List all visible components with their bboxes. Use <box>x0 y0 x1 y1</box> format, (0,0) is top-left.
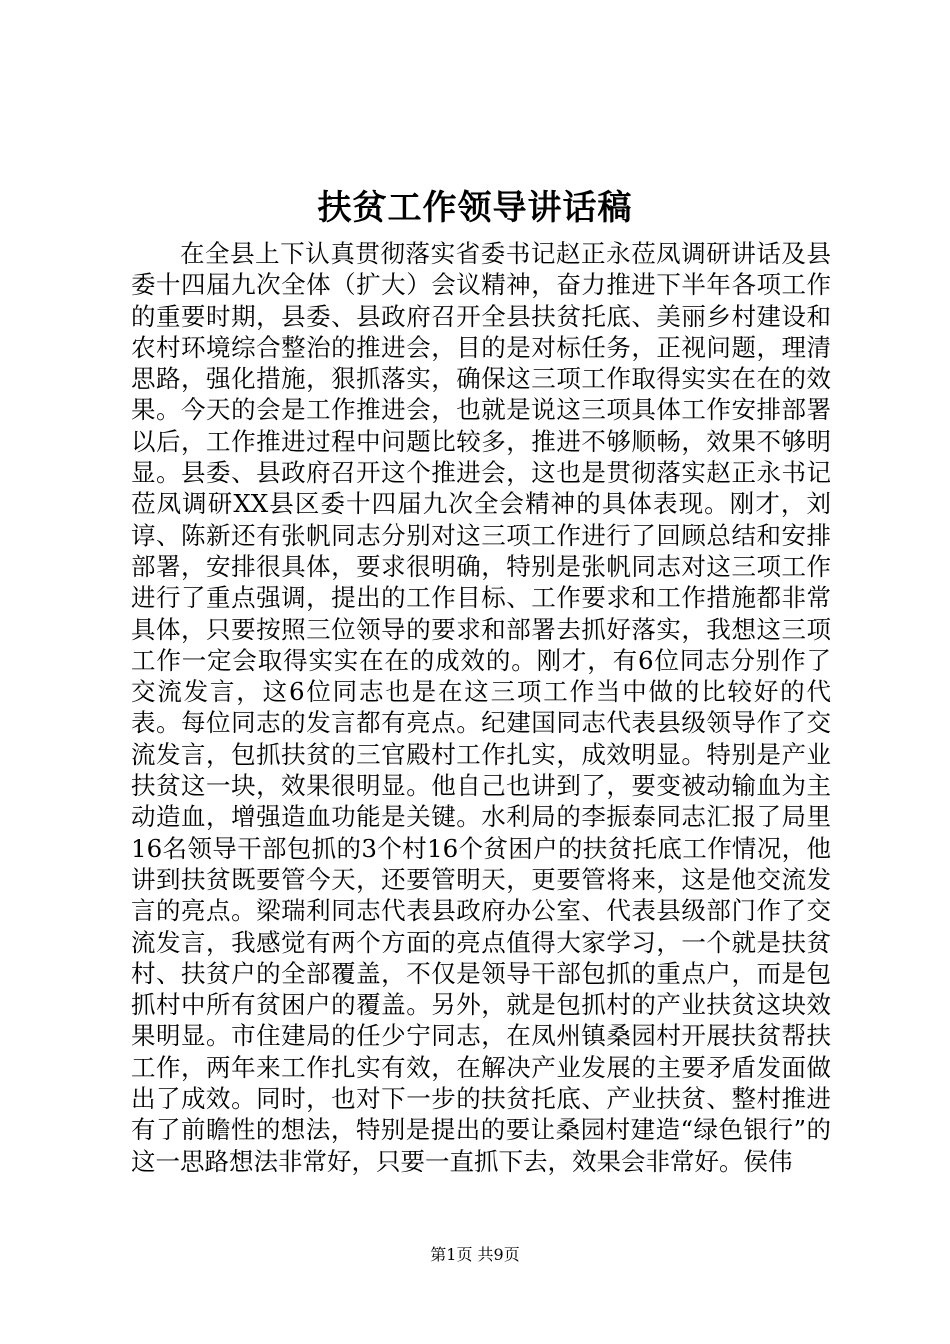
document-body-paragraph: 在全县上下认真贯彻落实省委书记赵正永莅凤调研讲话及县委十四届九次全体（扩大）会议精神，奋力推进下半年各项工作的重要时期，县委、县政府召开全县扶贫托底、美丽乡村建设和农村环境综合整治的推进会，目的是对标任务，正视问题，理清思路，强化措施，狠抓落实，确保这三项工作取得实实在在的效果。今天的会是工作推进会，也就是说这三项具体工作安排部署以后，工作推进过程中问题比较多，推进不够顺畅，效果不够明显。县委、县政府召开这个推进会，这也是贯彻落实赵正永书记莅凤调研XX县区委十四届九次全会精神的具体表现。刚才，刘谆、陈新还有张帆同志分别对这三项工作进行了回顾总结和安排部署，安排很具体，要求很明确，特别是张帆同志对这三项工作进行了重点强调，提出的工作目标、工作要求和工作措施都非常具体，只要按照三位领导的要求和部署去抓好落实，我想这三项工作一定会取得实实在在的成效的。刚才，有6位同志分别作了交流发言，这6位同志也是在这三项工作当中做的比较好的代表。每位同志的发言都有亮点。纪建国同志代表县级领导作了交流发言，包抓扶贫的三官殿村工作扎实，成效明显。特别是产业扶贫这一块，效果很明显。他自己也讲到了，要变被动输血为主动造血，增强造血功能是关键。水利局的李振泰同志汇报了局里16名领导干部包抓的3个村16个贫困户的扶贫托底工作情况，他讲到扶贫既要管今天，还要管明天，更要管将来，这是他交流发言的亮点。梁瑞利同志代表县政府办公室、代表县级部门作了交流发言，我感觉有两个方面的亮点值得大家学习，一个就是扶贫村、扶贫户的全部覆盖，不仅是领导干部包抓的重点户，而是包抓村中所有贫困户的覆盖。另外，就是包抓村的产业扶贫这块效果明显。市住建局的任少宁同志，在凤州镇桑园村开展扶贫帮扶工作，两年来工作扎实有效，在解决产业发展的主要矛盾发面做出了成效。同时，也对下一步的扶贫托底、产业扶贫、整村推进有了前瞻性的想法，特别是提出的要让桑园村建造“绿色银行”的这一思路想法非常好，只要一直抓下去，效果会非常好。侯伟 <box>131 239 831 1176</box>
page-number-footer: 第1页 共9页 <box>430 1245 520 1264</box>
document-title: 扶贫工作领导讲话稿 <box>317 188 633 228</box>
